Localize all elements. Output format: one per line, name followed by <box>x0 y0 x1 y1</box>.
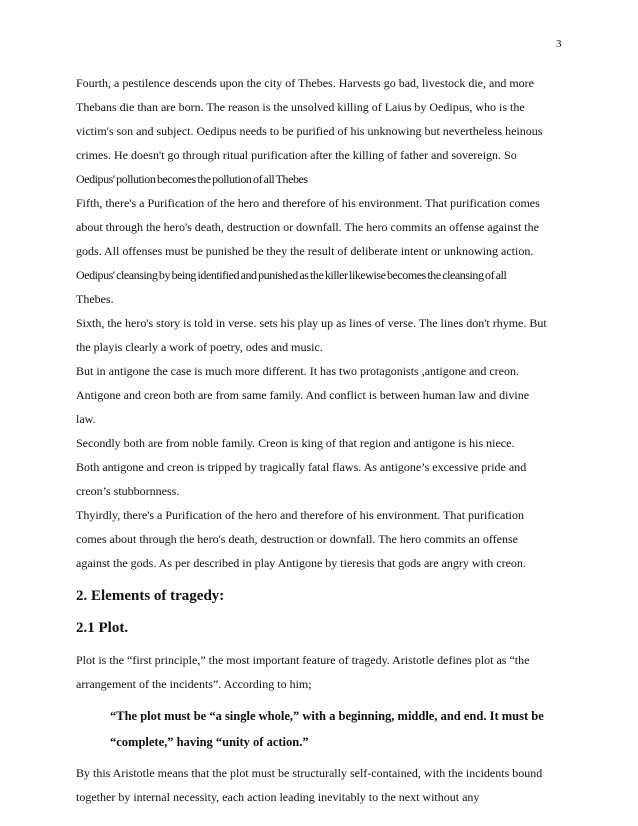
body-line: creon’s stubbornness. <box>76 484 180 498</box>
body-line: Sixth, the hero's story is told in verse. sets his play up as lines of verse. The lines don't rhyme. But <box>76 316 547 330</box>
body-line: together by internal necessity, each action leading inevitably to the next without any <box>76 790 480 804</box>
body-line: law. <box>76 412 96 426</box>
quote-line: “complete,” having “unity of action.” <box>110 735 309 749</box>
body-line: Antigone and creon both are from same family. And conflict is between human law and divine <box>76 388 530 402</box>
body-line: Both antigone and creon is tripped by tragically fatal flaws. As antigone’s excessive pride and <box>76 460 527 474</box>
body-line: Fifth, there's a Purification of the hero and therefore of his environment. That purification comes <box>76 196 540 210</box>
intro-line: arrangement of the incidents”. According to him; <box>76 677 312 691</box>
body-line: gods. All offenses must be punished be they the result of deliberate intent or unknowing action. <box>76 244 534 258</box>
body-line: comes about through the hero's death, destruction or downfall. The hero commits an offense <box>76 532 518 546</box>
body-line: Thebes. <box>76 292 114 306</box>
page-number: 3 <box>556 38 562 50</box>
body-line: victim's son and subject. Oedipus needs to be purified of his unknowing but nevertheless heinous <box>76 124 543 138</box>
body-line: Oedipus' pollution becomes the pollution of all Thebes <box>76 172 308 186</box>
body-line: crimes. He doesn't go through ritual purification after the killing of father and sovereign. So <box>76 148 517 162</box>
body-line: By this Aristotle means that the plot must be structurally self-contained, with the incidents bound <box>76 766 543 780</box>
body-line: Secondly both are from noble family. Creon is king of that region and antigone is his niece. <box>76 436 515 450</box>
subsection-heading: 2.1 Plot. <box>76 620 129 636</box>
body-line: Thyirdly, there's a Purification of the hero and therefore of his environment. That purification <box>76 508 525 522</box>
intro-line: Plot is the “first principle,” the most important feature of tragedy. Aristotle defines plot as “the <box>76 653 530 667</box>
body-line: against the gods. As per described in play Antigone by tieresis that gods are angry with creon. <box>76 556 526 570</box>
body-line: the playis clearly a work of poetry, odes and music. <box>76 340 323 354</box>
document-body <box>76 71 566 809</box>
block-quote <box>110 703 570 755</box>
body-line: Fourth, a pestilence descends upon the city of Thebes. Harvests go bad, livestock die, and more <box>76 76 534 90</box>
body-line: Thebans die than are born. The reason is the unsolved killing of Laius by Oedipus, who is the <box>76 100 525 114</box>
body-line: But in antigone the case is much more different. It has two protagonists ,antigone and creon. <box>76 364 519 378</box>
section-heading: 2. Elements of tragedy: <box>76 588 225 604</box>
body-line: about through the hero's death, destruction or downfall. The hero commits an offense against the <box>76 220 539 234</box>
quote-line: “The plot must be “a single whole,” with a beginning, middle, and end. It must be <box>110 709 544 723</box>
body-line: Oedipus' cleansing by being identified and punished as the killer likewise becomes the cleansing of all <box>76 268 507 282</box>
